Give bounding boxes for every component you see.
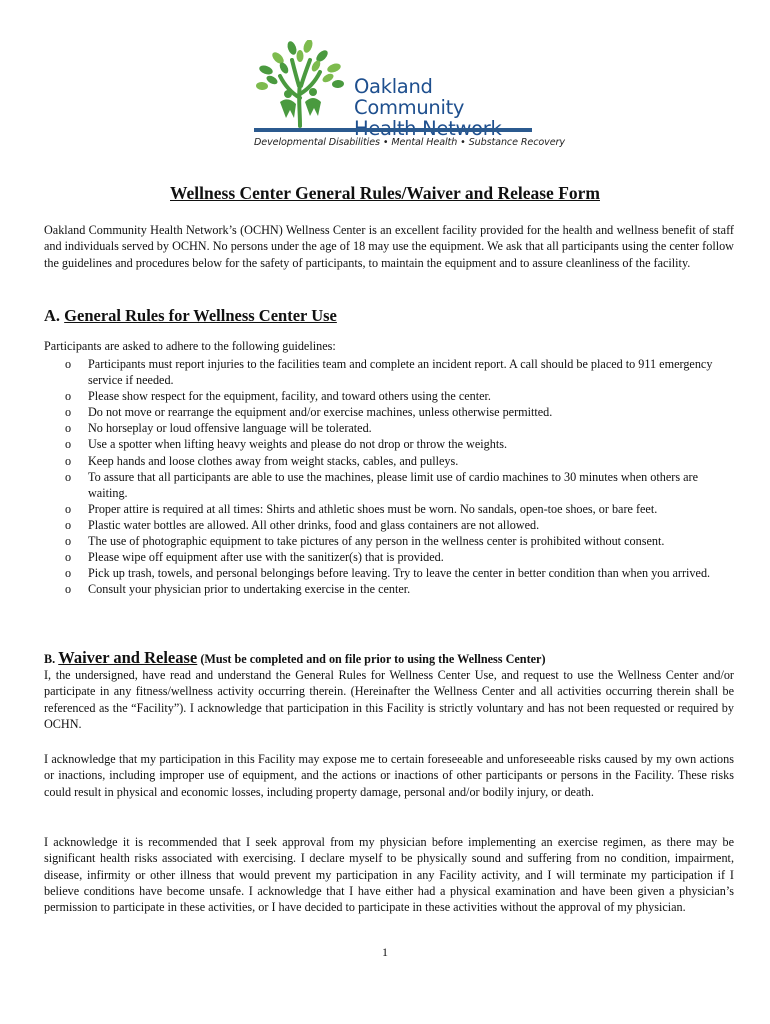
list-item-text: Keep hands and loose clothes away from weight stacks, cables, and pulleys. xyxy=(88,453,459,468)
list-item-text: Please show respect for the equipment, facility, and toward others using the center. xyxy=(88,389,491,404)
section-a-title: General Rules for Wellness Center Use xyxy=(64,306,337,325)
section-a-heading xyxy=(44,306,337,326)
section-b-title: Waiver and Release xyxy=(58,648,198,667)
list-item xyxy=(44,356,736,388)
waiver-paragraph-1: I, the undersigned, have read and understand the General Rules for Wellness Center Use, and request to use the Wellness Center and/or participate in any fitness/wellness activity occurring therein. (Hereinafter the Wellness Center and all activities occurring therein shall be referenced as the “Facility”). I acknowledge that participation in this Facility is strictly voluntary and has not been requested or required by OCHN. xyxy=(44,668,734,731)
list-item xyxy=(44,453,736,469)
list-item-text: No horseplay or loud offensive language will be tolerated. xyxy=(88,421,372,436)
ochn-logo xyxy=(250,40,565,155)
list-item xyxy=(44,549,736,565)
logo-name-line-1: Oakland Community xyxy=(354,75,465,119)
section-b-heading xyxy=(44,648,546,668)
rules-list xyxy=(44,356,736,597)
list-item xyxy=(44,469,736,501)
list-item xyxy=(44,565,736,581)
bullet: o xyxy=(65,389,72,404)
list-item-text: Consult your physician prior to undertaking exercise in the center. xyxy=(88,582,411,597)
section-a-prefix: A. xyxy=(44,306,61,325)
bullet: o xyxy=(65,421,72,436)
section-b-note: (Must be completed and on file prior to using the Wellness Center) xyxy=(200,652,546,666)
list-item-text: Use a spotter when lifting heavy weights and please do not drop or throw the weights. xyxy=(88,437,508,452)
waiver-paragraph-2: I acknowledge that my participation in this Facility may expose me to certain foreseeable and unforeseeable risks caused by my own actions or inactions, including improper use of equipment, and the actions or inactions of other participants or persons in the Facility. These risks could result in physical and economic losses, including property damage, personal and/or bodily injury, or death. xyxy=(44,752,734,799)
list-item xyxy=(44,388,736,404)
tree-logo-icon xyxy=(250,40,354,130)
list-item xyxy=(44,404,736,420)
page-number: 1 xyxy=(382,945,388,959)
guidelines-lead: Participants are asked to adhere to the following guidelines: xyxy=(44,339,336,353)
list-item-text: The use of photographic equipment to take pictures of any person in the wellness center is prohibited without consent. xyxy=(88,534,665,549)
list-item-text: Pick up trash, towels, and personal belongings before leaving. Try to leave the center in better condition than when you arrived. xyxy=(88,566,711,581)
list-item-text: Plastic water bottles are allowed. All other drinks, food and glass containers are not allowed. xyxy=(88,517,540,532)
list-item-text: Please wipe off equipment after use with the sanitizer(s) that is provided. xyxy=(88,550,444,565)
list-item-text: To assure that all participants are able to use the machines, please limit use of cardio machines to 30 minutes when others are waiting. xyxy=(88,469,699,500)
bullet: o xyxy=(65,357,72,371)
bullet: o xyxy=(65,405,72,420)
logo-divider xyxy=(254,128,532,132)
bullet: o xyxy=(65,437,72,452)
list-item xyxy=(44,420,736,436)
list-item-text: Do not move or rearrange the equipment and/or exercise machines, unless otherwise permitted. xyxy=(88,405,553,420)
bullet: o xyxy=(65,550,72,565)
list-item xyxy=(44,501,736,517)
bullet: o xyxy=(65,453,72,468)
list-item xyxy=(44,517,736,533)
section-b-prefix: B. xyxy=(44,652,56,666)
bullet: o xyxy=(65,517,72,532)
logo-tagline: Developmental Disabilities • Mental Health • Substance Recovery xyxy=(254,137,565,148)
list-item-text: Participants must report injuries to the facilities team and complete an incident report. A call should be placed to 911 emergency service if needed. xyxy=(88,357,713,388)
bullet: o xyxy=(65,501,72,516)
bullet: o xyxy=(65,534,72,549)
form-title: Wellness Center General Rules/Waiver and Release Form xyxy=(170,183,600,203)
bullet: o xyxy=(65,469,72,484)
bullet: o xyxy=(65,566,72,581)
list-item xyxy=(44,581,736,597)
list-item xyxy=(44,436,736,452)
bullet: o xyxy=(65,582,72,597)
list-item-text: Proper attire is required at all times: Shirts and athletic shoes must be worn. No sandals, open-toe shoes, or bare feet. xyxy=(88,501,658,516)
intro-paragraph: Oakland Community Health Network’s (OCHN) Wellness Center is an excellent facility provided for the health and wellness benefit of staff and individuals served by OCHN. No persons under the age of 18 may use the equipment. We ask that all participants using the center follow the guidelines and procedures below for the safety of participants, to maintain the equipment and to assure cleanliness of the facility. xyxy=(44,223,734,270)
waiver-paragraph-3: I acknowledge it is recommended that I seek approval from my physician before implementing an exercise regimen, as there may be significant health risks associated with exercising. I declare myself to be physically sound and suffering from no condition, impairment, disease, infirmity or other illness that would prevent my participation in any Facility activity, and I will terminate my participation if I believe conditions have become unsafe. I acknowledge that I have either had a physical examination and have been given a physician’s permission to participate in these activities, or I have decided to participate in these activities without the approval of my physician. xyxy=(44,835,734,915)
list-item xyxy=(44,533,736,549)
